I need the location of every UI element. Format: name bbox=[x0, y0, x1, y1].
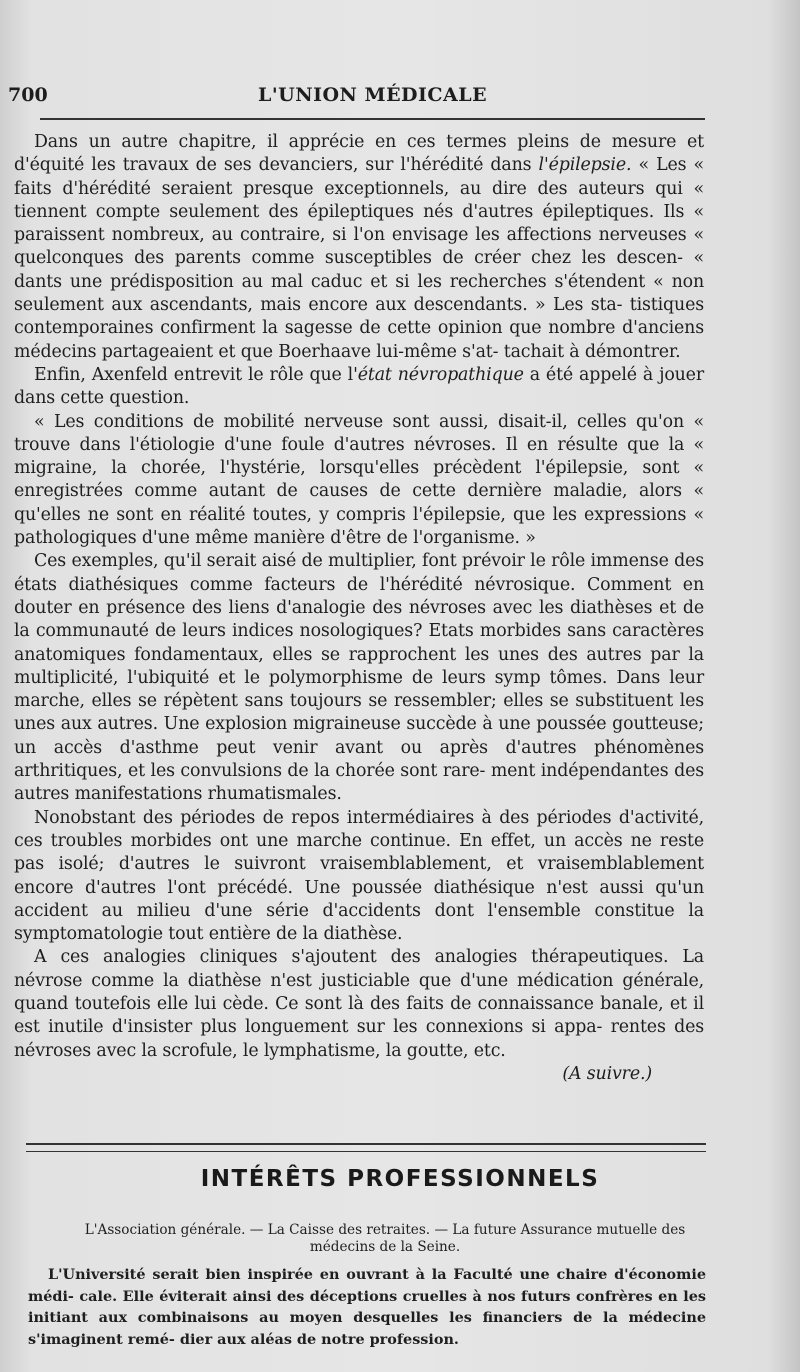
paragraph-3-quote: « Les conditions de mobilité nerveuse sont aussi, disait-il, celles qu'on « trouve dans l'étiologie d'une foule d'autres névroses. Il en résulte que la « migraine, la chorée, l'hystérie, lorsqu'elles précèdent l'épilepsie, sont « enregistrées comme autant de causes de cette dernière maladie, alors « qu'elles ne sont en réalité toutes, y compris l'épilepsie, que les expressions « pathologiques d'une même manière d'être de l'organisme. » bbox=[14, 411, 704, 549]
paragraph-6: A ces analogies cliniques s'ajoutent des analogies thérapeutiques. La névrose comme la diathèse n'est justiciable que d'une médication générale, quand toutefois elle lui cède. Ce sont là des faits de connaissance banale, et il est inutile d'insister plus longuement sur les connexions si appa- rentes des névroses avec la scrofule, le lymphatisme, la goutte, etc. bbox=[14, 947, 704, 1061]
paragraph-1: Dans un autre chapitre, il apprécie en ces termes pleins de mesure et d'équité les travaux de ses devanciers, sur l'hérédité dans l'épilepsie. « Les « faits d'hérédité seraient presque exceptionnels, au dire des auteurs qui « tiennent compte seulement des épileptiques nés d'autres épileptiques. Ils « paraissent nombreux, au contraire, si l'on envisage les affections nerveuses « quelconques des parents comme susceptibles de créer chez les descen- « dants une prédisposition au mal caduc et si les recherches s'étendent « non seulement aux ascendants, mais encore aux descendants. » Les sta- tistiques contemporaines confirment la sagesse de cette opinion que nombre d'anciens médecins partageaient et que Boerhaave lui-même s'at- tachait à démontrer. bbox=[14, 132, 704, 362]
page-header bbox=[8, 84, 708, 114]
paragraph-4: Ces exemples, qu'il serait aisé de multiplier, font prévoir le rôle immense des états diathésiques comme facteurs de l'hérédité névrosique. Comment en douter en présence des liens d'analogie des névroses avec les diathèses et de la communauté de leurs indices nosologiques? Etats morbides sans caractères anatomiques fondamentaux, elles se rapprochent les unes des autres par la multiplicité, l'ubiquité et le polymorphisme de leurs symp tômes. Dans leur marche, elles se répètent sans toujours se ressembler; elles se substituent les unes aux autres. Une explosion migraineuse succède à une poussée goutteuse; un accès d'asthme peut venir avant ou après d'autres phénomènes arthritiques, et les convulsions de la chorée sont rare- ment indépendantes des autres manifestations rhumatismales. bbox=[14, 551, 704, 805]
section-subheading: L'Association générale. — La Caisse des retraites. — La future Assurance mutuelle des médecins de la Seine. bbox=[84, 1222, 686, 1255]
running-title: L'UNION MÉDICALE bbox=[258, 84, 488, 106]
emphasis-etat-nevropathique: état névropathique bbox=[357, 364, 524, 385]
emphasis-epilepsie: l'épilepsie. bbox=[538, 155, 632, 176]
intro-paragraph: L'Université serait bien inspirée en ouvrant à la Faculté une chaire d'économie médi- cale. Elle éviterait ainsi des déceptions cruelles à nos futurs confrères en les initiant aux combinaisons au moyen desquelles les financiers de la médecine s'imaginent remé- dier aux aléas de notre profession. bbox=[28, 1266, 706, 1348]
section-intro bbox=[28, 1264, 706, 1350]
page-number: 700 bbox=[8, 84, 48, 106]
paragraph-5: Nonobstant des périodes de repos intermédiaires à des périodes d'activité, ces troubles morbides ont une marche continue. En effet, un accès ne reste pas isolé; d'autres le suivront vraisemblablement, et vraisemblablement encore d'autres l'ont précédé. Une poussée diathésique n'est aussi qu'un accident au milieu d'une série d'accidents dont l'ensemble constitue la symptomatologie tout entière de la diathèse. bbox=[14, 807, 704, 945]
header-rule bbox=[40, 118, 705, 120]
section-title: INTÉRÊTS PROFESSIONNELS bbox=[200, 1166, 600, 1192]
section-divider bbox=[26, 1143, 706, 1152]
paragraph-2: Enfin, Axenfeld entrevit le rôle que l'état névropathique a été appelé à jouer dans cette question. bbox=[14, 364, 704, 409]
to-be-continued: (A suivre.) bbox=[562, 1063, 652, 1084]
article-body bbox=[14, 131, 704, 1086]
